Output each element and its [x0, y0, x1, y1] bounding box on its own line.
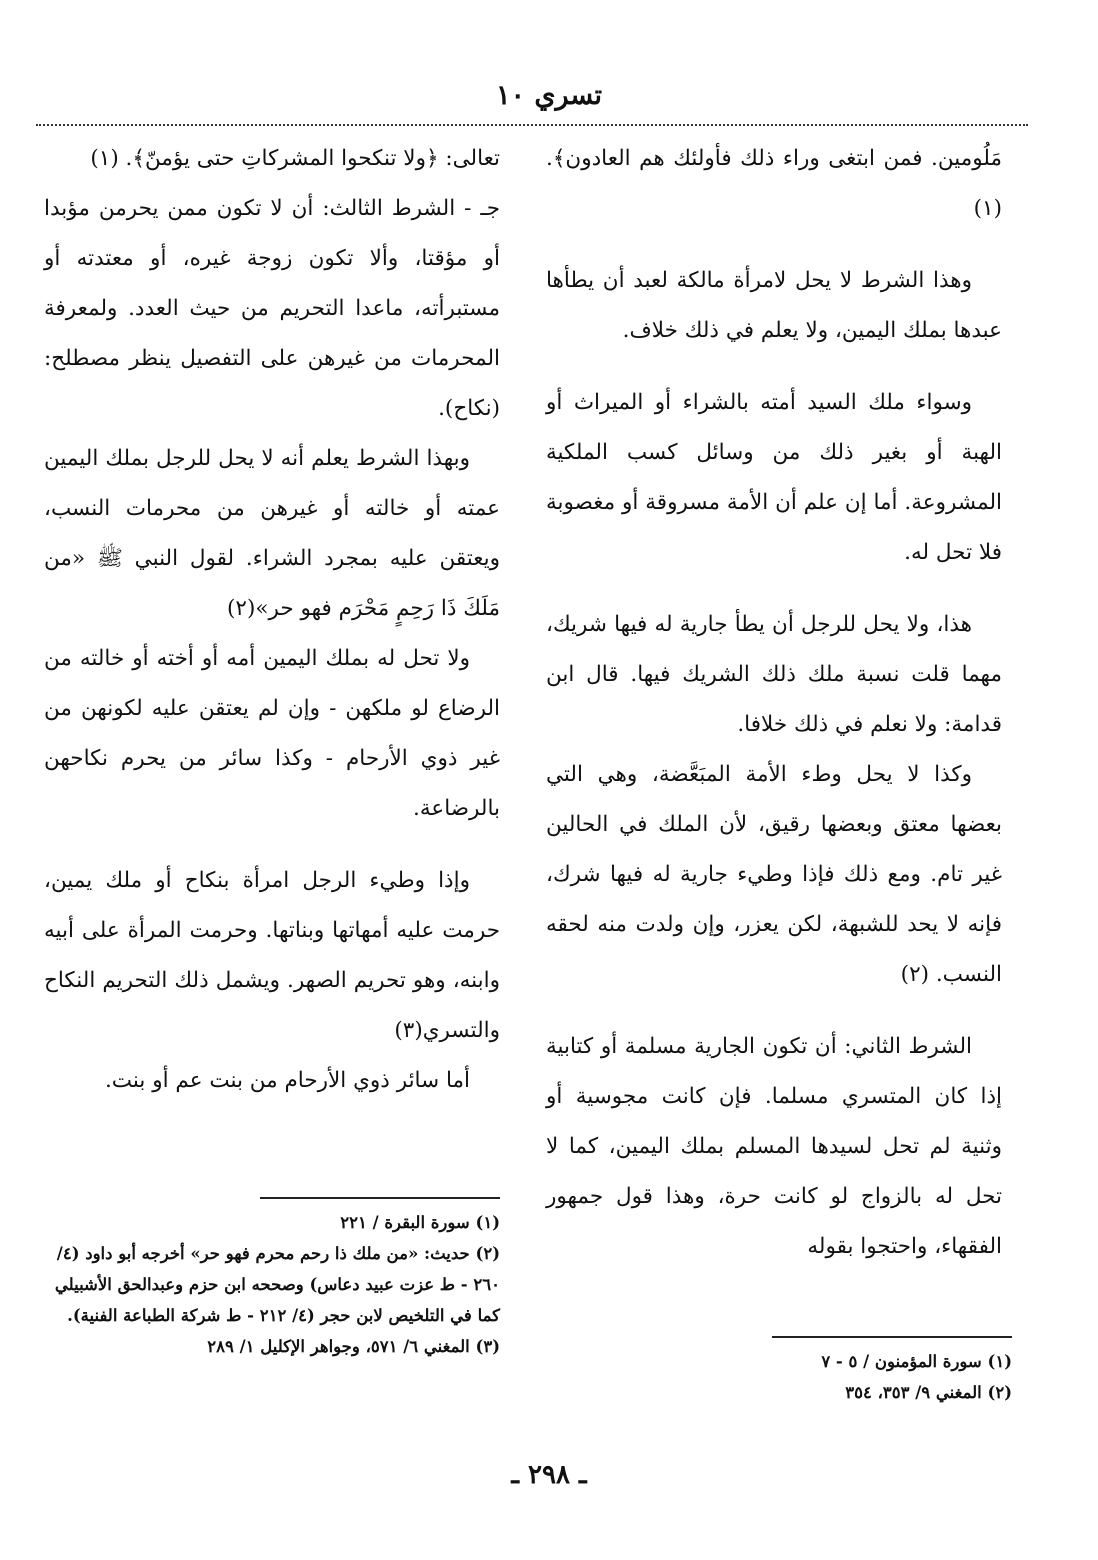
right-column [546, 134, 1002, 1272]
footnote-right-1: (١) سورة المؤمنون / ٥ - ٧ [821, 1352, 1012, 1371]
footnote-right-2: (٢) المغني ٩/ ٣٥٣، ٣٥٤ [845, 1383, 1012, 1402]
right-paragraph-4: هذا، ولا يحل للرجل أن يطأ جارية له فيها شريك، مهما قلت نسبة ملك ذلك الشريك فيها. قال ابن قدامة: ولا نعلم في ذلك خلافا. [546, 612, 1002, 737]
left-paragraph-3: وبهذا الشرط يعلم أنه لا يحل للرجل بملك اليمين عمته أو خالته أو غيرهن من محرمات النسب، ويعتقن عليه بمجرد الشراء. لقول النبي ﷺ «من مَلَكَ ذَا رَحِمٍ مَحْرَم فهو حر»(٢) [44, 446, 500, 621]
right-paragraph-2: وهذا الشرط لا يحل لامرأة مالكة لعبد أن يطأها عبدها بملك اليمين، ولا يعلم في ذلك خلاف. [546, 268, 1002, 343]
page-number: ـ ٢٩٨ ـ [511, 1460, 587, 1490]
left-paragraph-2: جـ - الشرط الثالث: أن لا تكون ممن يحرمن مؤبدا أو مؤقتا، وألا تكون زوجة غيره، أو معتدته أو مستبرأته، ماعدا التحريم من حيث العدد. ولمعرفة المحرمات من غيرهن على التفصيل ينظر مصطلح: (نكاح). [44, 196, 500, 421]
page-header: تسري ١٠ [495, 80, 603, 111]
right-paragraph-5: وكذا لا يحل وطء الأمة المبَعَّضة، وهي التي بعضها معتق وبعضها رقيق، لأن الملك في الحالين غير تام. ومع ذلك فإذا وطيء جارية له فيها شرك، فإنه لا يحد للشبهة، لكن يعزر، وإن ولدت منه لحقه النسب. (٢) [546, 762, 1002, 987]
left-paragraph-1: تعالى: ﴿ولا تنكحوا المشركاتِ حتى يؤمنّ﴾. (١) [90, 146, 500, 171]
left-column [44, 134, 500, 1106]
right-paragraph-6: الشرط الثاني: أن تكون الجارية مسلمة أو كتابية إذا كان المتسري مسلما. فإن كانت مجوسية أو وثنية لم تحل لسيدها المسلم بملك اليمين، كما لا تحل له بالزواج لو كانت حرة، وهذا قول جمهور الفقهاء، واحتجوا بقوله [546, 1034, 1002, 1259]
footnote-rule-left [260, 1197, 500, 1199]
left-paragraph-4: ولا تحل له بملك اليمين أمه أو أخته أو خالته من الرضاع لو ملكهن - وإن لم يعتقن عليه لكونهن من غير ذوي الأرحام - وكذا سائر من يحرم نكاحهن بالرضاعة. [44, 646, 500, 821]
right-paragraph-3: وسواء ملك السيد أمته بالشراء أو الميراث أو الهبة أو بغير ذلك من وسائل كسب الملكية المشروعة. أما إن علم أن الأمة مسروقة أو مغصوبة فلا تحل له. [546, 390, 1002, 565]
footnotes-left [40, 1197, 500, 1362]
footnotes-right [552, 1336, 1012, 1408]
footnote-left-3: (٣) المغني ٦/ ٥٧١، وجواهر الإكليل ١/ ٢٨٩ [207, 1337, 500, 1356]
footnote-rule-right [772, 1336, 1012, 1338]
footnote-left-2: (٢) حديث: «من ملك ذا رحم محرم فهو حر» أخرجه أبو داود (٤/ ٢٦٠ - ط عزت عبيد دعاس) وصححه ابن حزم وعبدالحق الأشبيلي كما في التلخيص لابن حجر (٤/ ٢١٢ - ط شركة الطباعة الفنية). [54, 1244, 500, 1325]
left-paragraph-5: وإذا وطيء الرجل امرأة بنكاح أو ملك يمين، حرمت عليه أمهاتها وبناتها. وحرمت المرأة على أبيه وابنه، وهو تحريم الصهر. ويشمل ذلك التحريم النكاح والتسري(٣) [44, 868, 500, 1043]
left-paragraph-6: أما سائر ذوي الأرحام من بنت عم أو بنت. [104, 1068, 470, 1093]
footnote-left-1: (١) سورة البقرة / ٢٢١ [340, 1213, 500, 1232]
header-dotted-rule [36, 124, 1028, 126]
right-paragraph-1: مَلُومين. فمن ابتغى وراء ذلك فأولئك هم العادون﴾. (١) [546, 146, 1002, 221]
